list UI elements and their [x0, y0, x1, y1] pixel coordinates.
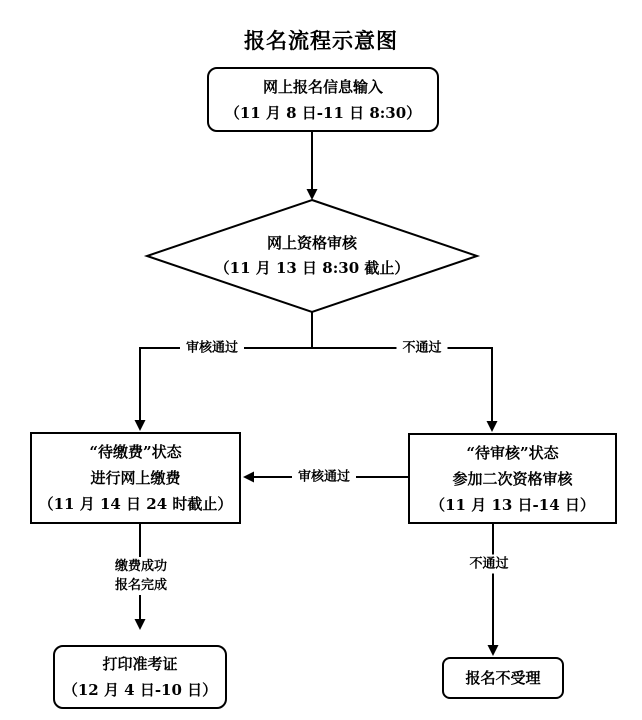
pending-payment-line2: 进行网上缴费	[90, 469, 181, 487]
edge-label-second-pass: 审核通过	[292, 468, 356, 487]
payment-done-line1: 缴费成功	[114, 559, 168, 574]
edge-label-first-pass: 审核通过	[180, 339, 244, 358]
pending-payment-node	[30, 432, 241, 524]
rejected-line1: 报名不受理	[465, 669, 541, 687]
page-title: 报名流程示意图	[244, 28, 398, 53]
pending-review-node	[408, 433, 617, 524]
decision-node-label	[215, 231, 410, 281]
decision-line2: （11 月 13 日 8:30 截止）	[214, 259, 410, 277]
print-ticket-line2: （12 月 4 日-10 日）	[62, 681, 218, 699]
start-node	[207, 67, 439, 132]
pending-review-line3: （11 月 13 日-14 日）	[430, 495, 595, 514]
arrowhead-decision	[307, 189, 318, 200]
start-node-line2: （11 月 8 日-11 日 8:30）	[224, 103, 422, 122]
pending-payment-line1: “待缴费”状态	[89, 443, 182, 461]
arrowhead-reject	[488, 645, 499, 656]
print-ticket-node	[53, 645, 227, 709]
pending-review-line1: “待审核”状态	[466, 443, 559, 462]
payment-done-line2: 报名完成	[114, 578, 168, 593]
edge-label-second-fail: 不通过	[463, 555, 514, 574]
edge-label-first-fail: 不通过	[396, 339, 447, 358]
arrowhead-second-pass	[243, 472, 254, 483]
start-node-line1: 网上报名信息输入	[262, 77, 383, 96]
pending-review-line2: 参加二次资格审核	[452, 469, 573, 488]
arrowhead-pending-review	[487, 421, 498, 432]
edge-label-payment-done	[109, 557, 173, 595]
print-ticket-line1: 打印准考证	[102, 655, 178, 673]
decision-line1: 网上资格审核	[266, 234, 357, 252]
arrowhead-pending-payment	[135, 420, 146, 431]
pending-payment-line3: （11 月 14 日 24 时截止）	[38, 495, 233, 513]
arrowhead-print	[135, 619, 146, 630]
rejected-node	[442, 657, 564, 699]
